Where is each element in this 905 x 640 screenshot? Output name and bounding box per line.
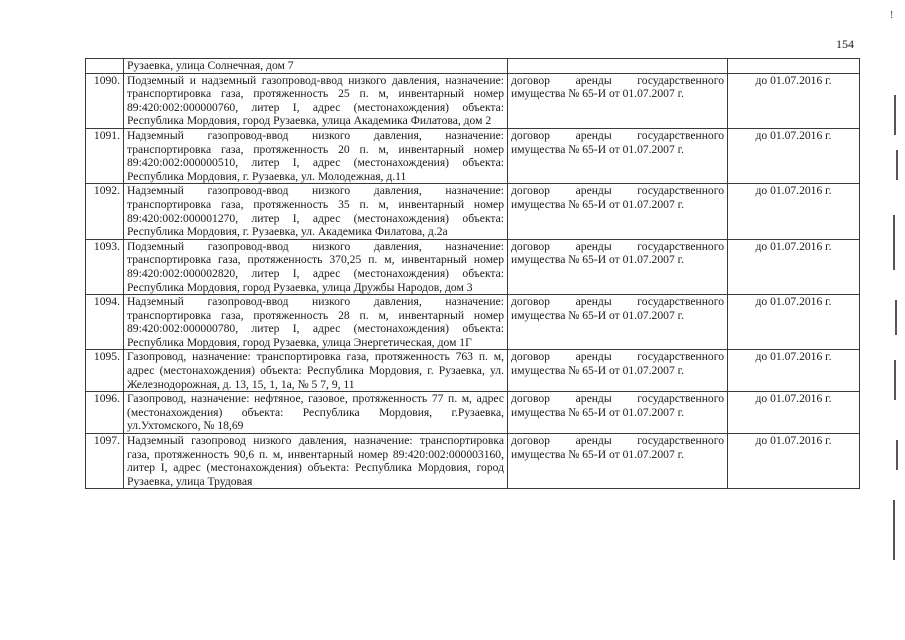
object-description-cell: Надземный газопровод-ввод низкого давления, назначение: транспортировка газа, протяженность 35 п. м, инвентарный номер 89:420:002:000001270, литер I, адрес (местонахождения) объекта: Республика Мордовия, г. Рузаевка, ул. Академика Филатова, д.2а	[124, 184, 508, 239]
object-description-cell: Надземный газопровод-ввод низкого давления, назначение: транспортировка газа, протяженность 28 п. м, инвентарный номер 89:420:002:000000780, литер I, адрес (местонахождения) объекта: Республика Мордовия, город Рузаевка, улица Энергетическая, дом 1Г	[124, 295, 508, 350]
lease-basis-cell: договор аренды государственного имущества № 65-И от 01.07.2007 г.	[508, 239, 728, 294]
row-number-cell: 1096.	[86, 392, 124, 434]
object-description-cell: Газопровод, назначение: транспортировка газа, протяженность 763 п. м, адрес (местонахождения) объекта: Республика Мордовия, г. Рузаевка, ул. Железнодорожная, д. 13, 15, 1, 1а, № 5 7, 9, 11	[124, 350, 508, 392]
lease-basis-cell: договор аренды государственного имущества № 65-И от 01.07.2007 г.	[508, 392, 728, 434]
object-description-cell: Подземный газопровод-ввод низкого давления, назначение: транспортировка газа, протяженность 370,25 п. м, инвентарный номер 89:420:002:000002820, литер I, адрес (местонахождения) объекта: Республика Мордовия, город Рузаевка, улица Дружбы Народов, дом 3	[124, 239, 508, 294]
row-number-cell: 1097.	[86, 434, 124, 489]
lease-term-cell: до 01.07.2016 г.	[728, 73, 860, 128]
table-row	[86, 73, 860, 128]
lease-term-cell: до 01.07.2016 г.	[728, 239, 860, 294]
scan-edge-artifact	[888, 0, 905, 640]
row-number-cell: 1094.	[86, 295, 124, 350]
lease-basis-cell: договор аренды государственного имущества № 65-И от 01.07.2007 г.	[508, 184, 728, 239]
lease-term-cell	[728, 59, 860, 74]
object-description-cell: Надземный газопровод-ввод низкого давления, назначение: транспортировка газа, протяженность 20 п. м, инвентарный номер 89:420:002:000000510, литер I, адрес (местонахождения) объекта: Республика Мордовия, г. Рузаевка, ул. Молодежная, д.11	[124, 128, 508, 183]
lease-term-cell: до 01.07.2016 г.	[728, 184, 860, 239]
row-number-cell: 1093.	[86, 239, 124, 294]
object-description-cell: Газопровод, назначение: нефтяное, газовое, протяженность 77 п. м, адрес (местонахождения) объекта: Республика Мордовия, г.Рузаевка, ул.Ухтомского, № 18,69	[124, 392, 508, 434]
lease-term-cell: до 01.07.2016 г.	[728, 128, 860, 183]
row-number-cell: 1092.	[86, 184, 124, 239]
row-number-cell: 1095.	[86, 350, 124, 392]
row-number-cell	[86, 59, 124, 74]
lease-term-cell: до 01.07.2016 г.	[728, 392, 860, 434]
lease-basis-cell: договор аренды государственного имущества № 65-И от 01.07.2007 г.	[508, 128, 728, 183]
object-description-cell: Подземный и надземный газопровод-ввод низкого давления, назначение: транспортировка газа, протяженность 25 п. м, инвентарный номер 89:420:002:000000760, литер I, адрес (местонахождения) объекта: Республика Мордовия, город Рузаевка, улица Академика Филатова, дом 2	[124, 73, 508, 128]
lease-basis-cell: договор аренды государственного имущества № 65-И от 01.07.2007 г.	[508, 434, 728, 489]
binding-mark: !	[890, 10, 894, 21]
lease-basis-cell: договор аренды государственного имущества № 65-И от 01.07.2007 г.	[508, 295, 728, 350]
lease-term-cell: до 01.07.2016 г.	[728, 434, 860, 489]
table-row	[86, 59, 860, 74]
lease-basis-cell: договор аренды государственного имущества № 65-И от 01.07.2007 г.	[508, 350, 728, 392]
object-description-cell: Рузаевка, улица Солнечная, дом 7	[124, 59, 508, 74]
table-row	[86, 392, 860, 434]
table-row	[86, 350, 860, 392]
lease-basis-cell: договор аренды государственного имущества № 65-И от 01.07.2007 г.	[508, 73, 728, 128]
table-row	[86, 434, 860, 489]
table-row	[86, 128, 860, 183]
table-row	[86, 239, 860, 294]
lease-term-cell: до 01.07.2016 г.	[728, 295, 860, 350]
lease-term-cell: до 01.07.2016 г.	[728, 350, 860, 392]
table-row	[86, 184, 860, 239]
object-description-cell: Надземный газопровод низкого давления, назначение: транспортировка газа, протяженность 90,6 п. м, инвентарный номер 89:420:002:000003160, литер I, адрес (местонахождения) объекта: Республика Мордовия, город Рузаевка, улица Трудовая	[124, 434, 508, 489]
registry-table	[85, 58, 860, 489]
row-number-cell: 1091.	[86, 128, 124, 183]
table-row	[86, 295, 860, 350]
registry-body	[86, 59, 860, 489]
row-number-cell: 1090.	[86, 73, 124, 128]
lease-basis-cell	[508, 59, 728, 74]
page-number: 154	[836, 37, 854, 51]
